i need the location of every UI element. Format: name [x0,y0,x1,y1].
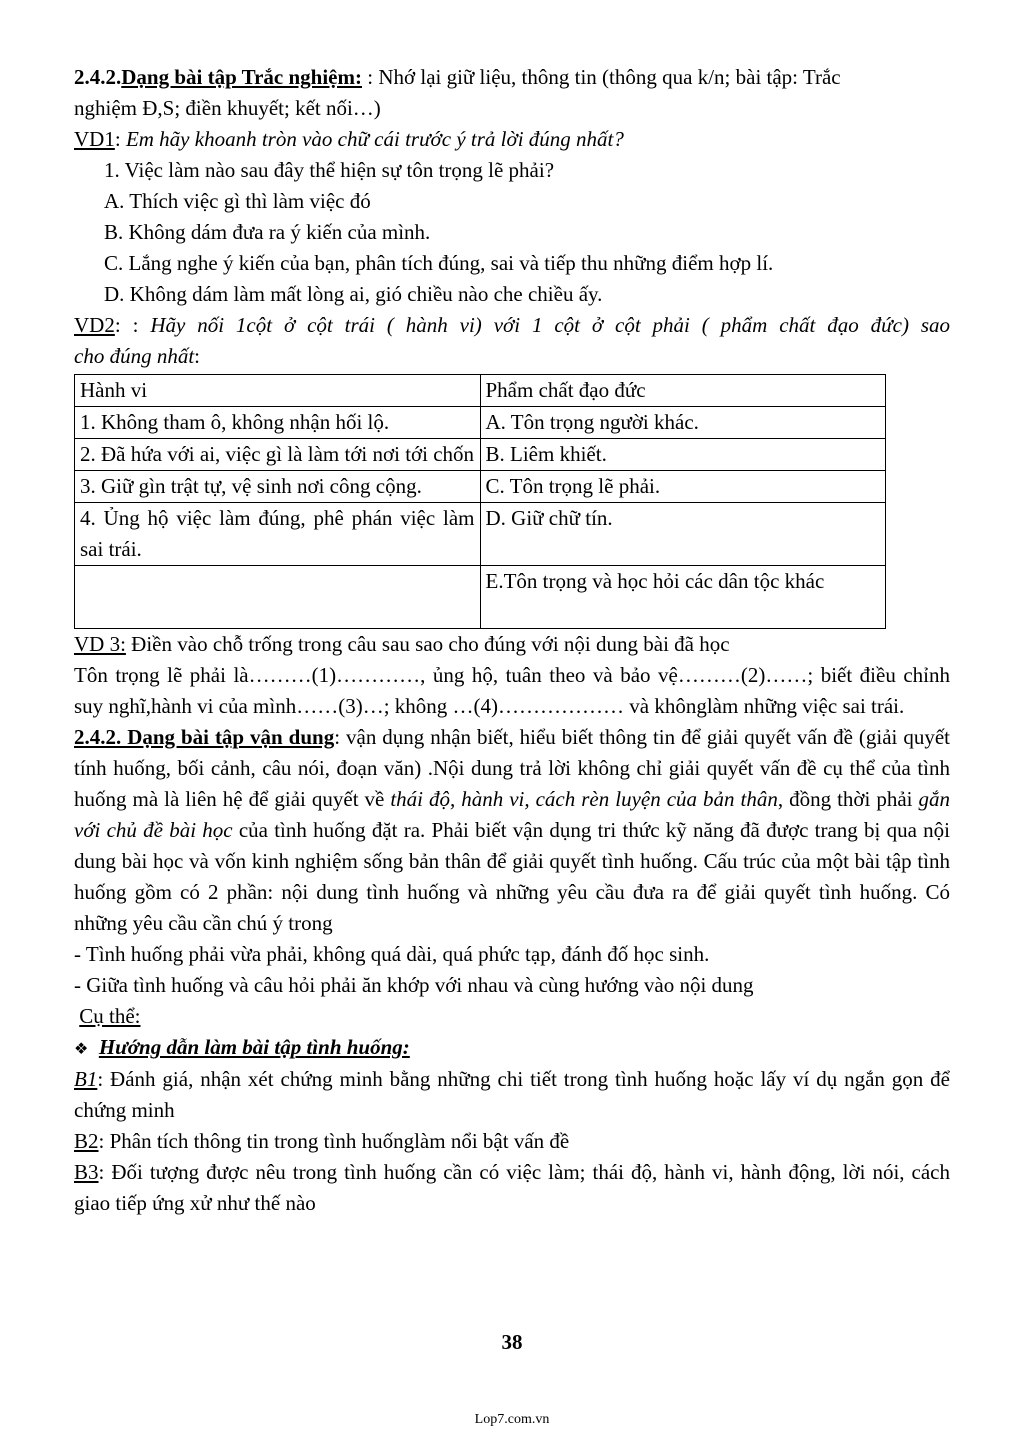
guide-step-2 [74,1126,950,1157]
table-cell: 3. Giữ gìn trật tự, vệ sinh nơi công cộng. [75,471,481,503]
vd2-prompt: Hãy nối 1cột ở cột trái ( hành vi) với 1 cột ở cột phải ( phẩm chất đạo đức) sao [150,313,951,337]
step-1-text: : Đánh giá, nhận xét chứng minh bằng những chi tiết trong tình huống hoặc lấy ví dụ ngắn gọn để chứng minh [74,1067,950,1122]
vd2-prompt-cont: cho đúng nhất [74,344,195,368]
vd3-prompt-line [74,629,950,660]
vd1-option-a: A. Thích việc gì thì làm việc đó [104,189,371,213]
footer-source: Lop7.com.vn [474,1412,550,1427]
vd3-label: VD 3: [74,632,126,656]
vd1-prompt: Em hãy khoanh tròn vào chữ cái trước ý trả lời đúng nhất? [125,127,624,151]
table-cell: E.Tôn trọng và học hỏi các dân tộc khác [480,566,886,629]
section-2-bullet-1: - Tình huống phải vừa phải, không quá dài, quá phức tạp, đánh đố học sinh. [74,942,710,966]
table-cell: A. Tôn trọng người khác. [480,407,886,439]
vd1-question: 1. Việc làm nào sau đây thể hiện sự tôn trọng lẽ phải? [104,158,555,182]
section-1-desc: : Nhớ lại giữ liệu, thông tin (thông qua k/n; bài tập: Trắc [362,65,841,89]
section-1-heading-line [74,62,950,93]
section-2-text: của tình huống đặt ra. Phải biết vận dụng tri thức kỹ năng đã được trang bị qua nội dung bài học và vốn kinh nghiệm sống bản thân để giải quyết tình huống. Cấu trúc của một bài tập tình huống gồm có 2 phần: nội dung tình huống và những yêu cầu đưa ra để giải quyết tình huống. Có những yêu cầu cần chú ý trong [74,818,950,935]
table-header: Phẩm chất đạo đức [480,375,886,407]
section-1-desc-cont: nghiệm Đ,S; điền khuyết; kết nối…) [74,96,381,120]
vd2-prompt-cont-line: cho đúng nhất: [74,344,200,368]
step-3-text: : Đối tượng được nêu trong tình huống cần có việc làm; thái độ, hành vi, hành động, lời nói, cách giao tiếp ứng xử như thế nào [74,1160,950,1215]
section-2-emphasis-1: thái độ, hành vi, cách rèn luyện của bản thân [390,787,778,811]
table-header: Hành vi [75,375,481,407]
vd1-option-b: B. Không dám đưa ra ý kiến của mình. [104,220,431,244]
guide-step-1 [74,1064,950,1126]
section-2-heading: 2.4.2. Dạng bài tập vận dung [74,725,335,749]
table-row [75,566,886,629]
section-1-title: Dạng bài tập Trắc nghiệm: [121,65,362,89]
section-1-number: 2.4.2. [74,65,122,89]
page-number: 38 [501,1330,523,1354]
table-cell-empty [75,566,481,629]
vd1-option-d: D. Không dám làm mất lòng ai, gió chiều nào che chiều ấy. [104,282,603,306]
vd1-option-c: C. Lắng nghe ý kiến của bạn, phân tích đúng, sai và tiếp thu những điểm hợp lí. [104,251,774,275]
matching-table [74,374,886,629]
table-row [75,407,886,439]
vd3-prompt: Điền vào chỗ trống trong câu sau sao cho đúng với nội dung bài đã học [125,632,730,656]
vd2-label: VD2 [74,313,115,337]
step-2-text: : Phân tích thông tin trong tình huốnglàm nổi bật vấn đề [98,1129,570,1153]
guide-step-3 [74,1157,950,1219]
diamond-bullet-icon: ❖ [74,1039,89,1058]
table-row [75,439,886,471]
table-header-row [75,375,886,407]
vd2-prompt-line: VD2: : Hãy nối 1cột ở cột trái ( hành vi) với 1 cột ở cột phải ( phẩm chất đạo đức) sao [74,313,951,337]
table-cell: 2. Đã hứa với ai, việc gì là làm tới nơi tới chốn [75,439,481,471]
table-row [75,471,886,503]
table-cell: 4. Ủng hộ việc làm đúng, phê phán việc làm sai trái. [75,503,481,566]
table-cell: D. Giữ chữ tín. [480,503,886,566]
step-2-label: B2 [74,1129,99,1153]
vd1-prompt-line: VD1: Em hãy khoanh tròn vào chữ cái trước ý trả lời đúng nhất? [74,127,624,151]
vd1-label: VD1 [74,127,115,151]
section-2-text: : vận dụng nhận biết, hiểu biết thông tin để giải quyết vấn đề (giải quyết tính huống, bối cảnh, câu nói, đoạn văn) .Nội dung trả lời không chỉ giải quyết vấn đề cụ thể của tình huống mà là liên hệ để giải quyết về [74,725,950,811]
table-cell: 1. Không tham ô, không nhận hối lộ. [75,407,481,439]
cu-the-label: Cụ thể: [79,1004,141,1028]
table-cell: C. Tôn trọng lẽ phải. [480,471,886,503]
guide-heading-line [74,1032,950,1064]
section-2-bullet-2: - Giữa tình huống và câu hỏi phải ăn khớp với nhau và cùng hướng vào nội dung [74,973,754,997]
table-cell: B. Liêm khiết. [480,439,886,471]
document-body [74,62,950,1219]
section-2-paragraph [74,722,950,939]
step-1-label: B1 [74,1067,98,1091]
section-2-text: , đồng thời phải [777,787,919,811]
section-2-emphasis-2: gắn với chủ đề bài học [74,787,950,842]
vd3-fill-blank-text: Tôn trọng lẽ phải là………(1)…………, ủng hộ, tuân theo và bảo vệ………(2)……; biết điều chỉnh suy nghĩ,hành vi của mình……(3)…; không …(4)……………… và khônglàm những việc sai trái. [74,663,950,718]
guide-heading: Hướng dẫn làm bài tập tình huống: [98,1035,410,1059]
cu-the-line [74,1001,950,1032]
step-3-label: B3 [74,1160,99,1184]
table-row [75,503,886,566]
